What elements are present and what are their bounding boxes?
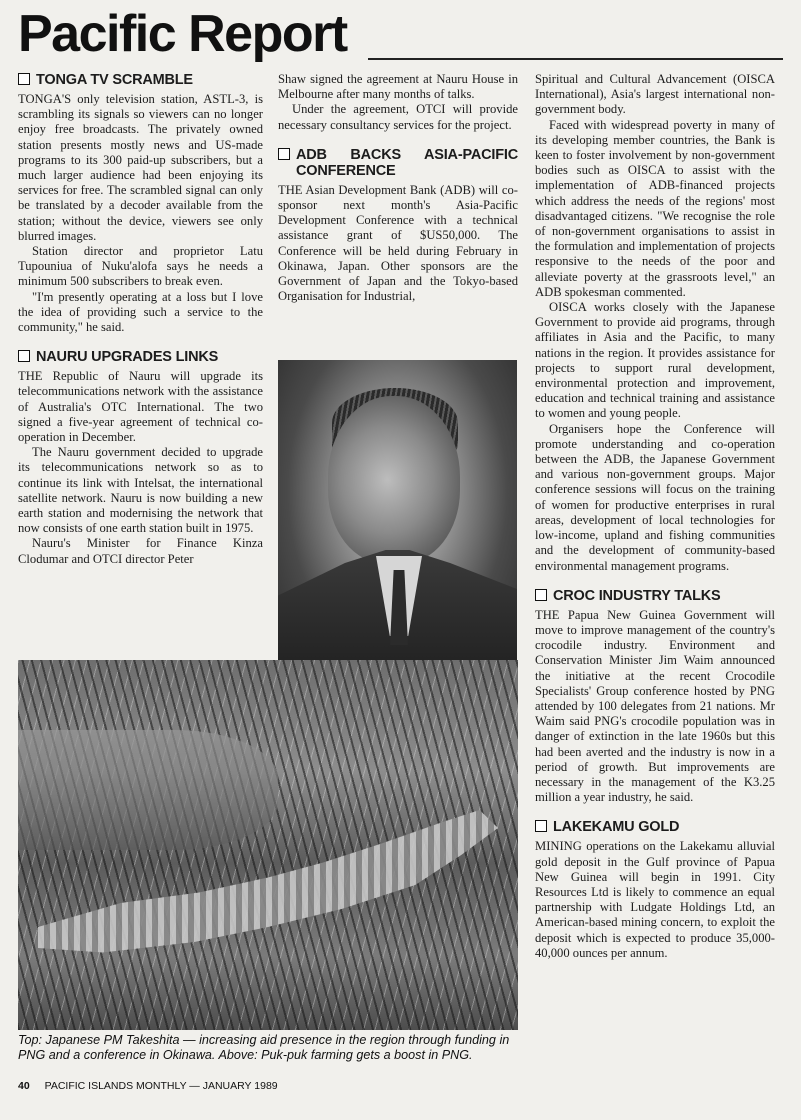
photo-takeshita	[278, 360, 517, 671]
column-2	[278, 72, 518, 304]
checkbox-bullet-icon	[18, 350, 30, 362]
tonga-paragraph-3: "I'm presently operating at a loss but I love the idea of providing such a service to the community," he said.	[18, 289, 263, 335]
story-heading-gold: LAKEKAMU GOLD	[535, 819, 775, 835]
story-heading-adb: ADB BACKS ASIA-PACIFIC CONFERENCE	[278, 147, 518, 179]
adb-paragraph-2: Spiritual and Cultural Advancement (OISCA International), Asia's largest international non-government body.	[535, 72, 775, 117]
page-title: Pacific Report	[18, 5, 347, 63]
adb-paragraph-4: OISCA works closely with the Japanese Government to provide aid programs, through affiliates in Asia and the Pacific, to many nations in the region. It provides assistance for projects to support rural development, environmental protection and improvement, education and technical training and assistance to women and young people.	[535, 300, 775, 421]
story-heading-croc: CROC INDUSTRY TALKS	[535, 588, 775, 604]
nauru-paragraph-2: The Nauru government decided to upgrade its telecommunications network so as to continue its link with Intelsat, the international satellite network. Nauru is now building a new earth station and modernising the network that now consists of one earth station built in 1975.	[18, 445, 263, 536]
tonga-paragraph-2: Station director and proprietor Latu Tupouniua of Nuku'alofa says he needs a minimum 500 subscribers to break even.	[18, 244, 263, 289]
checkbox-bullet-icon	[535, 589, 547, 601]
adb-paragraph-3: Faced with widespread poverty in many of its developing member countries, the Bank is keen to foster involvement by non-government bodies such as OISCA to assist with the implementation of ADB-financed projects which address the needs of the regions' most disadvantaged citizens. "We recognise the role of non-government organisations to assist in the formulation and implementation of projects responsive to the needs of the poor and alleviate poverty at the grassroots level," an ADB spokesman commented.	[535, 117, 775, 299]
checkbox-bullet-icon	[278, 148, 290, 160]
checkbox-bullet-icon	[18, 73, 30, 85]
column-1	[18, 72, 263, 567]
page-number: 40	[18, 1080, 30, 1092]
croc-paragraph-1: THE Papua New Guinea Government will move to improve management of the country's crocodile industry. Environment and Conservation Minister Jim Waim announced the initiative at the recent Crocodile Specialists' Group conference hosted by PNG attended by 100 delegates from 21 nations. Mr Waim said PNG's crocodile population was in danger of extinction in the late 1960s but this had been averted and the industry is now in a period of growth. But improvements are necessary in the management of the K3.25 million a year industry, he said.	[535, 607, 775, 805]
checkbox-bullet-icon	[535, 820, 547, 832]
adb-paragraph-1: THE Asian Development Bank (ADB) will co-sponsor next month's Asia-Pacific Development Conference with a technical assistance grant of $US50,000. The Conference will be held during February in Okinawa, Japan. Other sponsors are the Government of Japan and the Tokyo-based Organisation for Industrial,	[278, 182, 518, 304]
story-heading-tonga: TONGA TV SCRAMBLE	[18, 72, 263, 88]
tonga-paragraph-1: TONGA'S only television station, ASTL-3, is scrambling its signals so viewers can no longer enjoy free broadcasts. The privately owned station presents mostly news and US-made programs to its 300 paid-up subscribers, but a much larger audience had been enjoying its services for free. The scrambled signal can only be translated by a decoder available from the station; without the device, viewers see only blurred images.	[18, 92, 263, 243]
nauru-paragraph-3: Nauru's Minister for Finance Kinza Clodumar and OTCI director Peter	[18, 536, 263, 566]
gold-paragraph-1: MINING operations on the Lakekamu alluvial gold deposit in the Gulf province of Papua New Guinea will begin in 1991. City Resources Ltd is likely to commence an equal partnership with Ludgate Holdings Ltd, an American-based mining concern, to exploit the deposit which is expected to produce 35,000-40,000 ounces per annum.	[535, 839, 775, 960]
nauru-paragraph-1: THE Republic of Nauru will upgrade its telecommunications network with the assistance of Australia's OTC International. The two signed a five-year agreement of technical co-operation in December.	[18, 369, 263, 445]
publication-line: PACIFIC ISLANDS MONTHLY — JANUARY 1989	[44, 1080, 278, 1092]
show-through-text	[563, 8, 793, 68]
photo-crocodile	[18, 660, 518, 1030]
photo-caption: Top: Japanese PM Takeshita — increasing aid presence in the region through funding in PNG and a conference in Okinawa. Above: Puk-puk farming gets a boost in PNG.	[18, 1033, 510, 1062]
story-heading-nauru: NAURU UPGRADES LINKS	[18, 349, 263, 365]
nauru-paragraph-4: Shaw signed the agreement at Nauru House in Melbourne after many months of talks.	[278, 72, 518, 102]
adb-paragraph-5: Organisers hope the Conference will promote understanding and co-operation between the ADB, the Japanese Government and various non-government groups. Major conference sessions will focus on the training of women for productive enterprises in rural areas, development of local technologies for low-income, upland and fishing communities and the development of community-based environmental management programs.	[535, 421, 775, 573]
column-3	[535, 72, 775, 961]
nauru-paragraph-5: Under the agreement, OTCI will provide necessary consultancy services for the project.	[278, 102, 518, 132]
page-footer	[18, 1080, 278, 1092]
